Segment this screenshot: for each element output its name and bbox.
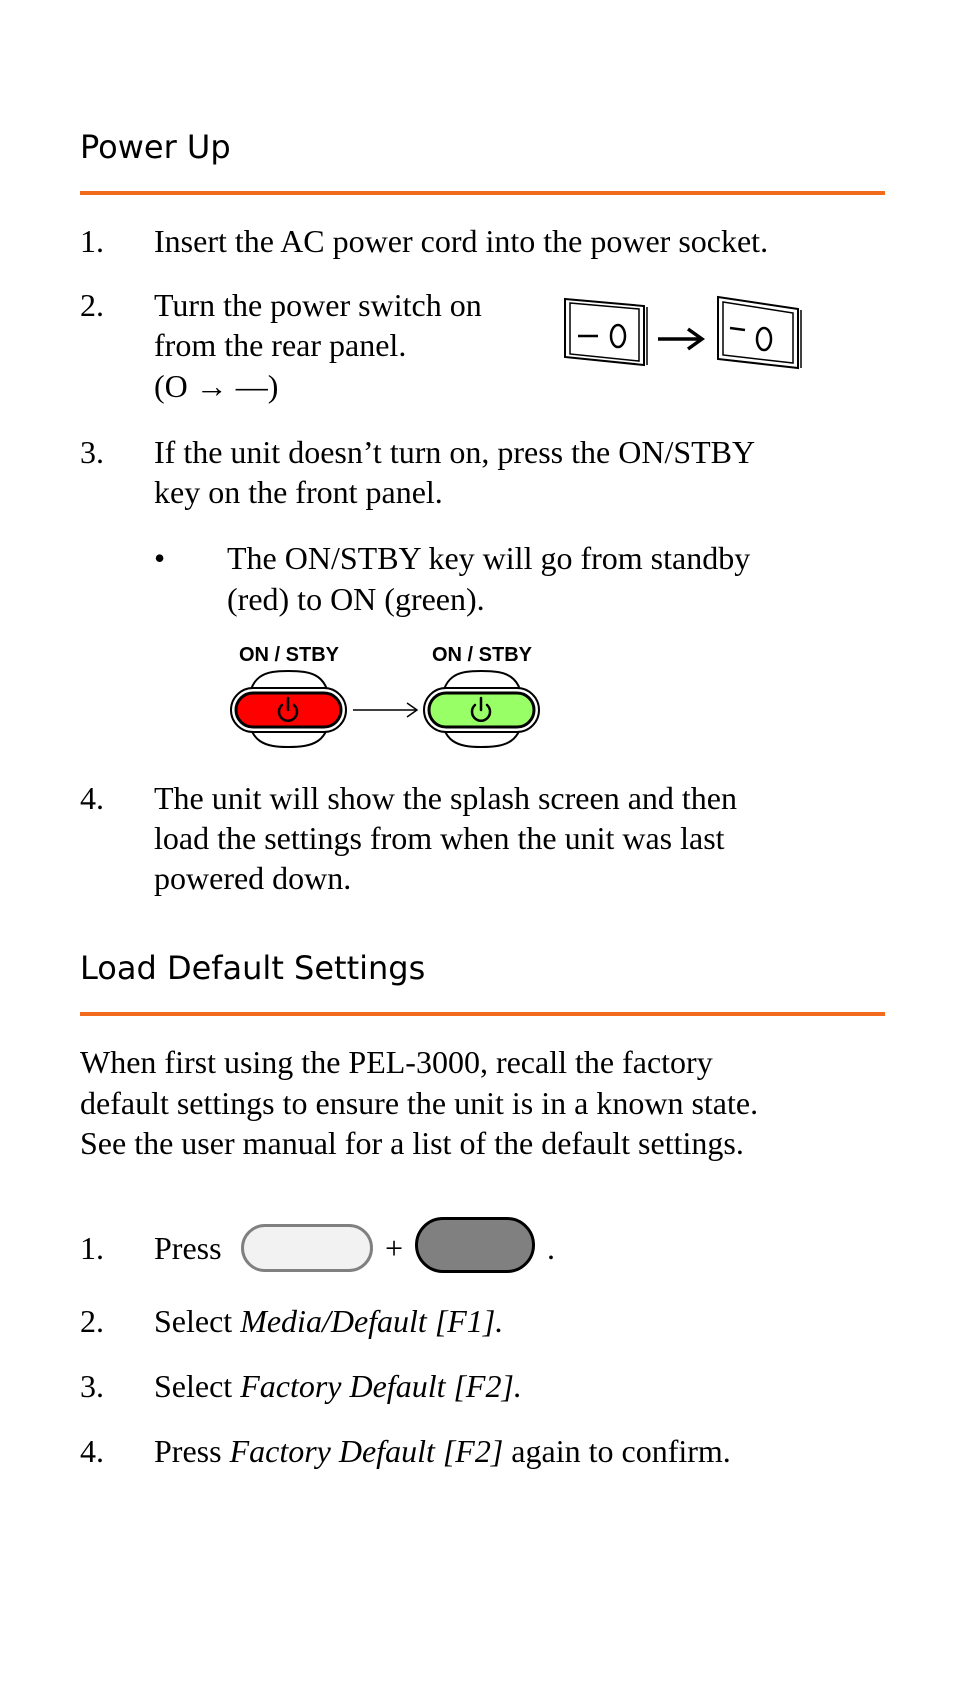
key-label: ON / STBY [431, 644, 533, 666]
step-text-line: Turn the power switch on [154, 287, 482, 323]
menu-reference: Media/Default [F1]. [240, 1303, 504, 1339]
rocker-switch-off-icon [565, 299, 647, 365]
step-number: 2. [80, 1303, 104, 1339]
bullet-text-line: The ON/STBY key will go from standby [227, 540, 751, 576]
step-text-suffix: again to confirm. [503, 1433, 731, 1469]
step-text-line: key on the front panel. [154, 474, 443, 510]
rocker-switch-on-icon [718, 297, 801, 368]
step-text-prefix: Select [154, 1303, 241, 1339]
step-text-prefix: Press [154, 1433, 230, 1469]
step-number: 1. [80, 223, 104, 259]
bullet-text-line: (red) to ON (green). [227, 581, 485, 617]
step-text-line: powered down. [154, 860, 352, 896]
step-text: Press [154, 1230, 222, 1266]
on-stby-key-diagram [226, 640, 546, 752]
menu-reference: Factory Default [F2]. [240, 1368, 522, 1404]
step-number: 4. [80, 780, 104, 816]
step-text-line: from the rear panel. [154, 327, 407, 363]
function-key-button[interactable] [415, 1217, 535, 1273]
power-switch-diagram [560, 293, 805, 373]
plus-sign: + [385, 1230, 404, 1266]
on-stby-key-on [424, 644, 539, 747]
paragraph-line: default settings to ensure the unit is in a known state. [80, 1085, 759, 1121]
step-text: Insert the AC power cord into the power socket. [154, 223, 769, 259]
paragraph-line: When first using the PEL-3000, recall the factory [80, 1044, 713, 1080]
step-text [154, 1366, 522, 1406]
section-rule [80, 1012, 885, 1016]
section-heading-power-up: Power Up [80, 128, 231, 166]
step-number: 4. [80, 1433, 104, 1469]
on-stby-key-standby [231, 644, 346, 747]
step-text-line: load the settings from when the unit was last [154, 820, 725, 856]
step-number: 2. [80, 287, 104, 323]
arrow-right-icon [658, 329, 702, 349]
period: . [547, 1230, 555, 1266]
step-number: 3. [80, 1368, 104, 1404]
key-label: ON / STBY [238, 644, 340, 666]
step-number: 1. [80, 1230, 104, 1266]
bullet-symbol: • [154, 540, 166, 576]
menu-reference: Factory Default [F2] [229, 1433, 504, 1469]
step-text-line: The unit will show the splash screen and then [154, 780, 737, 816]
step-text [154, 1431, 731, 1471]
step-text-prefix: Select [154, 1368, 241, 1404]
section-rule [80, 191, 885, 195]
arrow-right-icon [353, 703, 417, 717]
step-text-line: If the unit doesn’t turn on, press the ON/STBY [154, 434, 756, 470]
paragraph-line: See the user manual for a list of the default settings. [80, 1125, 744, 1161]
section-heading-load-default: Load Default Settings [80, 949, 426, 987]
step-text-line: (O → —) [154, 368, 279, 404]
step-text [154, 1301, 503, 1341]
step-number: 3. [80, 434, 104, 470]
shift-key-button[interactable] [241, 1224, 373, 1272]
